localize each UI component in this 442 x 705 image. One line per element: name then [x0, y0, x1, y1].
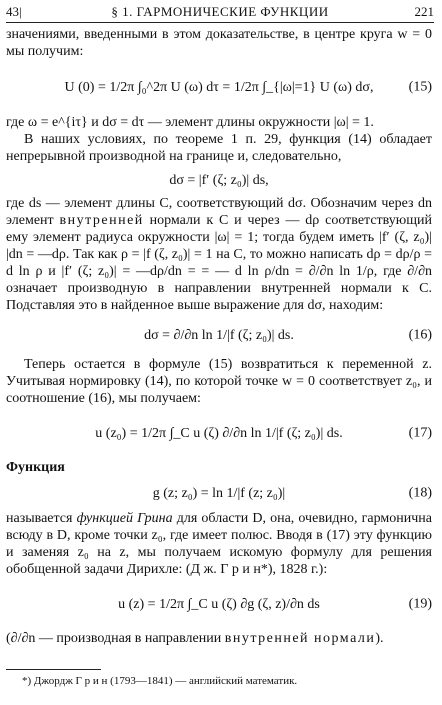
equation-16 — [6, 318, 432, 352]
equation-15 — [6, 64, 432, 110]
equation-19-number: (19) — [408, 596, 432, 612]
equation-19 — [6, 582, 432, 626]
equation-ds — [6, 169, 432, 191]
footnote-rule — [6, 669, 101, 670]
page-number: 221 — [414, 4, 434, 19]
paragraph-1: значениями, введенными в этом доказательстве, в центре круга w = 0 мы получим: — [6, 27, 432, 59]
equation-18 — [6, 480, 432, 506]
green-function-term: функцией Грина — [76, 511, 173, 526]
page-number-left: 43| — [6, 4, 22, 19]
equation-17 — [6, 411, 432, 455]
equation-17-number: (17) — [408, 425, 432, 441]
paragraph-4 — [6, 195, 432, 314]
paragraph-8-part-b: ). — [375, 631, 384, 646]
paragraph-8-part-a: (∂/∂n — производная в направлении — [6, 631, 225, 646]
running-title: § 1. ГАРМОНИЧЕСКИЕ ФУНКЦИИ — [111, 4, 329, 19]
paragraph-4-spaced: внутренней — [59, 213, 144, 228]
paragraph-7 — [6, 510, 432, 578]
paragraph-7-part-a: называется — [6, 511, 77, 526]
paragraph-5: Теперь остается в формуле (15) возвратиться к переменной z. Учитывая нормировку (14), по которой точке w = 0 соответствует z₀, и соотношение (16), мы получаем: — [6, 357, 432, 406]
equation-16-number: (16) — [408, 327, 432, 343]
page-body — [6, 26, 432, 647]
equation-18-number: (18) — [408, 485, 432, 501]
equation-16-text: dσ = ∂/∂n ln 1/|f (ζ; z₀)| ds. — [144, 327, 294, 343]
footnote: *) Джордж Г р и н (1793—1841) — английский математик. — [22, 675, 298, 687]
paragraph-7-part-b: для области D, она, очевидно, гармонична всюду в D, кроме точки z₀, где имеет полюс. Вводя в (17) эту функцию и заменяя z₀ на z, мы получаем искомую формулу для решения обобщенной задачи Дирихле: (Д ж. Г р и н*), 1828 г.): — [6, 511, 432, 577]
page-header — [6, 4, 434, 22]
equation-17-text: u (z₀) = 1/2π ∫_C u (ζ) ∂/∂n ln 1/|f (ζ; z₀)| ds. — [95, 425, 343, 441]
equation-15-text: U (0) = 1/2π ∫₀^2π U (ω) dτ = 1/2π ∫_{|ω|=1} U (ω) dσ, — [64, 79, 374, 95]
equation-18-text: g (z; z₀) = ln 1/|f (z; z₀)| — [152, 485, 286, 501]
equation-19-text: u (z) = 1/2π ∫_C u (ζ) ∂g (ζ, z)/∂n ds — [118, 596, 320, 612]
paragraph-4-part-a: где ds — элемент длины C, соответствующий dσ. Обозначим через dn элемент — [6, 196, 432, 228]
paragraph-3: В наших условиях, по теореме 1 п. 29, функция (14) обладает непрерывной производной на границе и, следовательно, — [6, 132, 432, 164]
paragraph-8-spaced: внутренней нормали — [224, 631, 376, 646]
equation-ds-text: dσ = |f′ (ζ; z₀)| ds, — [169, 172, 269, 188]
paragraph-6: Функция — [6, 460, 65, 475]
paragraph-2: где ω = e^{iτ} и dσ = dτ — элемент длины окружности |ω| = 1. — [6, 115, 374, 130]
header-rule — [6, 22, 434, 23]
equation-15-number: (15) — [408, 79, 432, 95]
paragraph-4-part-b: нормали к C и через — dρ соответствующий ему элемент радиуса окружности |ω| = 1; тогда будем иметь |f′ (ζ, z₀)| |dn = —dρ. Так как ρ = |f (ζ, z₀)| = 1 на C, то можно написать dρ = dρ/ρ = d ln ρ и |f′ (ζ; z₀)| = —dρ/dn = = — d ln ρ/dn = ∂/∂n ln 1/ρ, где ∂/∂n означает производную в направлении внутренней нормали к C. Подставляя это в найденное выше выражение для dσ, находим: — [6, 213, 433, 313]
paragraph-8 — [6, 630, 432, 647]
